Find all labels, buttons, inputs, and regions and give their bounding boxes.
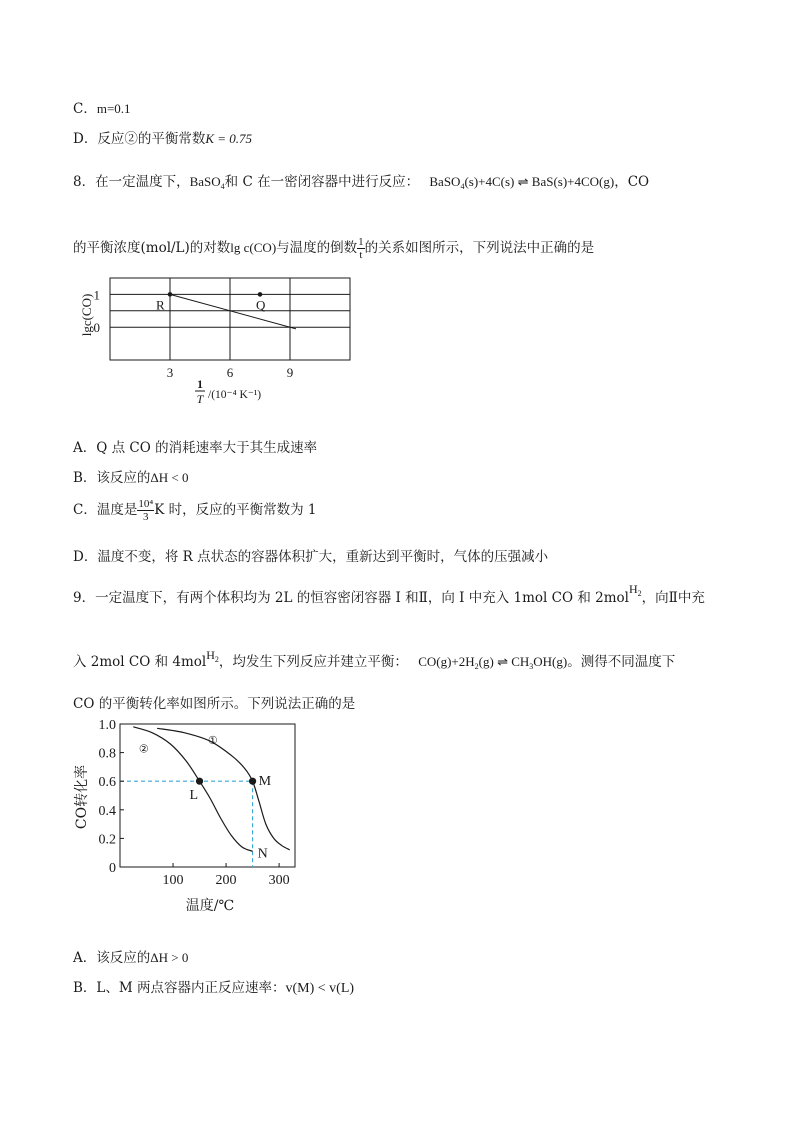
chart8-series [170, 294, 296, 328]
chart8-xlabel-den: T [196, 392, 204, 406]
chart9-y-tick: 0.6 [98, 775, 116, 791]
q9-line1: 9．一定温度下，有两个体积均为 2L 的恒容密闭容器 I 和Ⅱ，向 I 中充入 1mol CO 和 2molH$_2$，向Ⅱ中充 [73, 582, 705, 606]
chart8-series-line [170, 294, 296, 328]
q8-option-a: A．Q 点 CO 的消耗速率大于其生成速率 [73, 440, 318, 456]
q9-option-b: B．L、M 两点容器内正反应速率：v(M) < v(L) [73, 980, 355, 996]
chart9-ylabel: CO转化率 [74, 764, 90, 830]
chart9-x-tick: 100 [162, 873, 184, 888]
chart8-y-tick: 0 [93, 320, 100, 336]
chart9-x-tick: 300 [268, 873, 290, 888]
chart8-ylabel: lgc(CO) [79, 293, 94, 337]
q8-option-d: D．温度不变，将 R 点状态的容器体积扩大，重新达到平衡时，气体的压强减小 [73, 549, 549, 565]
chart9-y-tick: 0.8 [98, 746, 116, 762]
chart8-grid [110, 278, 350, 360]
chart9-point-label: N [257, 846, 268, 862]
q8-option-b: B．该反应的ΔH < 0 [73, 470, 189, 486]
chart-8 [70, 270, 370, 410]
q9-line3: CO 的平衡转化率如图所示。下列说法正确的是 [73, 696, 356, 712]
option-c-prev: C．m=0.1 [73, 101, 131, 117]
q9-line2: 入 2mol CO 和 4molH$_2$，均发生下列反应并建立平衡： $CO(g)+2H_2(g)$ ⇌ $CH_3OH(g)$。测得不同温度下 [73, 648, 676, 671]
q8-option-c: C．温度是 $\frac{\text{10⁴}}{3}$ K 时，反应的平衡常数为 1 [73, 498, 317, 523]
q8-line2: 的平衡浓度(mol/L)的对数lg c(CO)与温度的倒数 $\frac{1}{t}$ 的关系如图所示，下列说法中正确的是 [73, 236, 595, 261]
chart9-point-M [249, 778, 256, 785]
chart9-curve-label: ① [207, 735, 218, 748]
chart8-xlabel-unit: /(10⁻⁴ K⁻¹) [208, 389, 262, 401]
chart8-x-ticks [167, 365, 294, 380]
chart9-x-tick: 200 [215, 873, 237, 888]
chart9-points [190, 774, 272, 861]
chart8-point-label: R [156, 297, 165, 313]
q8-equation: BaSO$_4$(s)+4C(s) ⇌ BaS(s)+4CO(g) [429, 174, 615, 191]
chart9-xlabel: 温度/℃ [185, 898, 235, 914]
chart9-y-tick: 0 [109, 861, 116, 876]
chart9-point-label: L [189, 788, 199, 804]
chart8-point-Q [258, 292, 263, 297]
chart9-y-tick: 0.2 [98, 832, 116, 848]
chart8-y-ticks [94, 287, 101, 335]
chart8-xlabel-num: 1 [197, 377, 203, 391]
chart8-y-tick: 1 [93, 287, 100, 303]
chart8-x-tick: 9 [286, 365, 294, 380]
chart9-y-tick: 1.0 [98, 718, 116, 733]
chart9-point-L [196, 778, 203, 785]
option-d-prev: D．反应②的平衡常数K = 0.75 [73, 131, 253, 147]
chart8-x-tick: 3 [166, 365, 174, 380]
chart9-curve-label: ② [138, 743, 149, 756]
chart9-guides [120, 781, 253, 867]
chart9-point-label: M [258, 774, 272, 790]
q9-equation: $CO(g)+2H_2(g)$ ⇌ $CH_3OH(g)$ [418, 654, 568, 671]
chart8-point-label: Q [256, 297, 266, 313]
q9-option-a: A．该反应的ΔH > 0 [73, 950, 189, 966]
q8-line1: 8．在一定温度下，BaSO$_4$和 C 在一密闭容器中进行反应： BaSO$_4$(s)+4C(s) ⇌ BaS(s)+4CO(g)，CO [73, 174, 650, 191]
chart8-point-R [168, 292, 173, 297]
chart9-y-tick: 0.4 [98, 803, 116, 819]
chart8-x-tick: 6 [226, 365, 234, 380]
chart-9 [70, 712, 310, 917]
